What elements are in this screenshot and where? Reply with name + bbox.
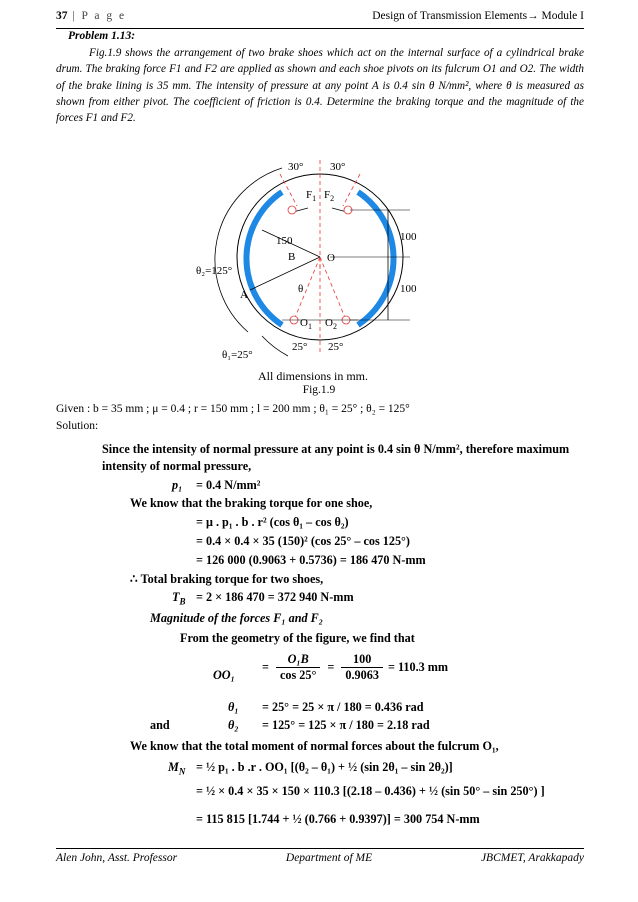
label-theta1: θ₁=25° <box>222 349 253 361</box>
sol-line-18: = 115 815 [1.744 + ½ (0.766 + 0.9397)] = 300 754 N-mm <box>196 812 480 826</box>
footer-author: Alen John, Asst. Professor <box>56 852 178 864</box>
sol-line-15: We know that the total moment of normal forces about the fulcrum O₁, <box>130 739 499 753</box>
label-100-bot: 100 <box>400 283 417 295</box>
sol-line-11: From the geometry of the figure, we find that <box>180 631 415 645</box>
footer-department: Department of ME <box>285 852 373 864</box>
sol-and: and <box>150 718 170 732</box>
problem-statement: Fig.1.9 shows the arrangement of two brake shoes which act on the internal surface of a cylindrical brake drum. The braking force F1 and F2 are applied as shown and each shoe pivots on its fulcrum O1 and O2. The width of the brake lining is 35 mm. The intensity of pressure at any point A is 0.4 sin θ N/mm², where θ is measured as shown from either pivot. The coefficient of friction is 0.4. Determine the braking torque and the magnitude of the forces F1 and F2. <box>56 47 584 125</box>
sol-t1-rhs: = 25° = 25 × π / 180 = 0.436 rad <box>262 700 424 714</box>
sol-oo1-frac2: $\frac{100}{0.9063}$ <box>341 652 383 683</box>
radial-left <box>250 257 320 290</box>
label-theta2: θ₂=125° <box>196 265 233 277</box>
sol-line-10: Magnitude of the forces F₁ and F₂ <box>150 611 324 625</box>
sol-line-17: = ½ × 0.4 × 35 × 150 × 110.3 [(2.18 – 0.436) + ½ (sin 50° – sin 250°) ] <box>196 784 545 798</box>
top-dash-l <box>280 174 297 206</box>
sol-line-7: = 126 000 (0.9063 + 0.5736) = 186 470 N-mm <box>196 553 426 567</box>
sol-line-1: Since the intensity of normal pressure at any point is 0.4 sin θ N/mm², therefore maximum <box>102 442 570 456</box>
label-a: A <box>240 289 248 301</box>
brake-figure <box>170 160 470 385</box>
sol-line-8: ∴ Total braking torque for two shoes, <box>130 572 324 586</box>
sol-line-4: We know that the braking torque for one shoe, <box>130 496 373 510</box>
sol-tb-lhs: $T_B$ <box>172 590 186 607</box>
sol-p1-lhs: p₁ <box>172 478 183 492</box>
top-dash-r <box>343 174 360 206</box>
label-100-top: 100 <box>400 231 417 243</box>
radial-down-r <box>320 257 346 320</box>
sol-oo1-lhs: OO₁ <box>213 668 235 682</box>
sol-oo1-frac1: $\frac{\text{O₁B}}{\cos 25^\circ}$ <box>276 652 320 683</box>
sol-t2-rhs: = 125° = 125 × π / 180 = 2.18 rad <box>262 718 430 732</box>
label-25-left: 25° <box>292 341 308 353</box>
sol-line-2: intensity of normal pressure, <box>102 459 252 473</box>
sol-mn-lhs: $M_N$ <box>168 760 186 777</box>
page-header <box>56 10 584 22</box>
sol-mn-rhs: = ½ p₁ . b .r . OO₁ [(θ₂ – θ₁) + ½ (sin 2θ₁ – sin 2θ₂)] <box>196 760 453 774</box>
sol-tb-rhs: = 2 × 186 470 = 372 940 N-mm <box>196 590 354 604</box>
given-line: Given : b = 35 mm ; μ = 0.4 ; r = 150 mm ; l = 200 mm ; θ₁ = 25° ; θ₂ = 125° <box>56 403 410 415</box>
dims-note: All dimensions in mm. <box>258 369 369 383</box>
sol-t1-lhs: θ₁ <box>228 700 239 714</box>
pin-top-left <box>288 206 296 214</box>
sol-line-6: = 0.4 × 0.4 × 35 (150)² (cos 25° – cos 125°) <box>196 534 410 548</box>
label-f1: $F_1$ <box>306 189 317 203</box>
theta1-arc <box>262 336 288 356</box>
footer-divider <box>56 848 584 849</box>
label-theta: θ <box>298 283 304 295</box>
figure-caption: Fig.1.9 <box>302 384 336 396</box>
label-o1: $O_1$ <box>300 317 312 331</box>
label-o2: $O_2$ <box>325 317 337 331</box>
label-f2: $F_2$ <box>324 189 335 203</box>
solution-label: Solution: <box>56 420 99 432</box>
label-30-left: 30° <box>288 161 304 173</box>
sol-oo1-eq: = $\frac{\text{O₁B}}{\cos 25^\circ}$ = $\frac{100}{0.9063}$ = 110.3 mm <box>262 652 449 682</box>
header-title: Design of Transmission Elements→ Module I <box>372 10 584 22</box>
label-150: 150 <box>276 235 293 247</box>
footer-institution: JBCMET, Arakkapady <box>480 852 584 864</box>
label-o: O <box>327 252 335 264</box>
page-footer <box>56 852 584 864</box>
sol-line-5: = μ . p₁ . b . r² (cos θ₁ – cos θ₂) <box>196 515 349 529</box>
page-number: 37 | P a g e <box>56 10 127 22</box>
label-30-right: 30° <box>330 161 346 173</box>
problem-title: Problem 1.13: <box>68 30 136 42</box>
label-b: B <box>288 251 296 263</box>
sol-t2-lhs: θ₂ <box>228 718 239 732</box>
sol-p1-rhs: = 0.4 N/mm² <box>196 478 261 492</box>
label-25-right: 25° <box>328 341 344 353</box>
header-divider <box>56 28 584 29</box>
